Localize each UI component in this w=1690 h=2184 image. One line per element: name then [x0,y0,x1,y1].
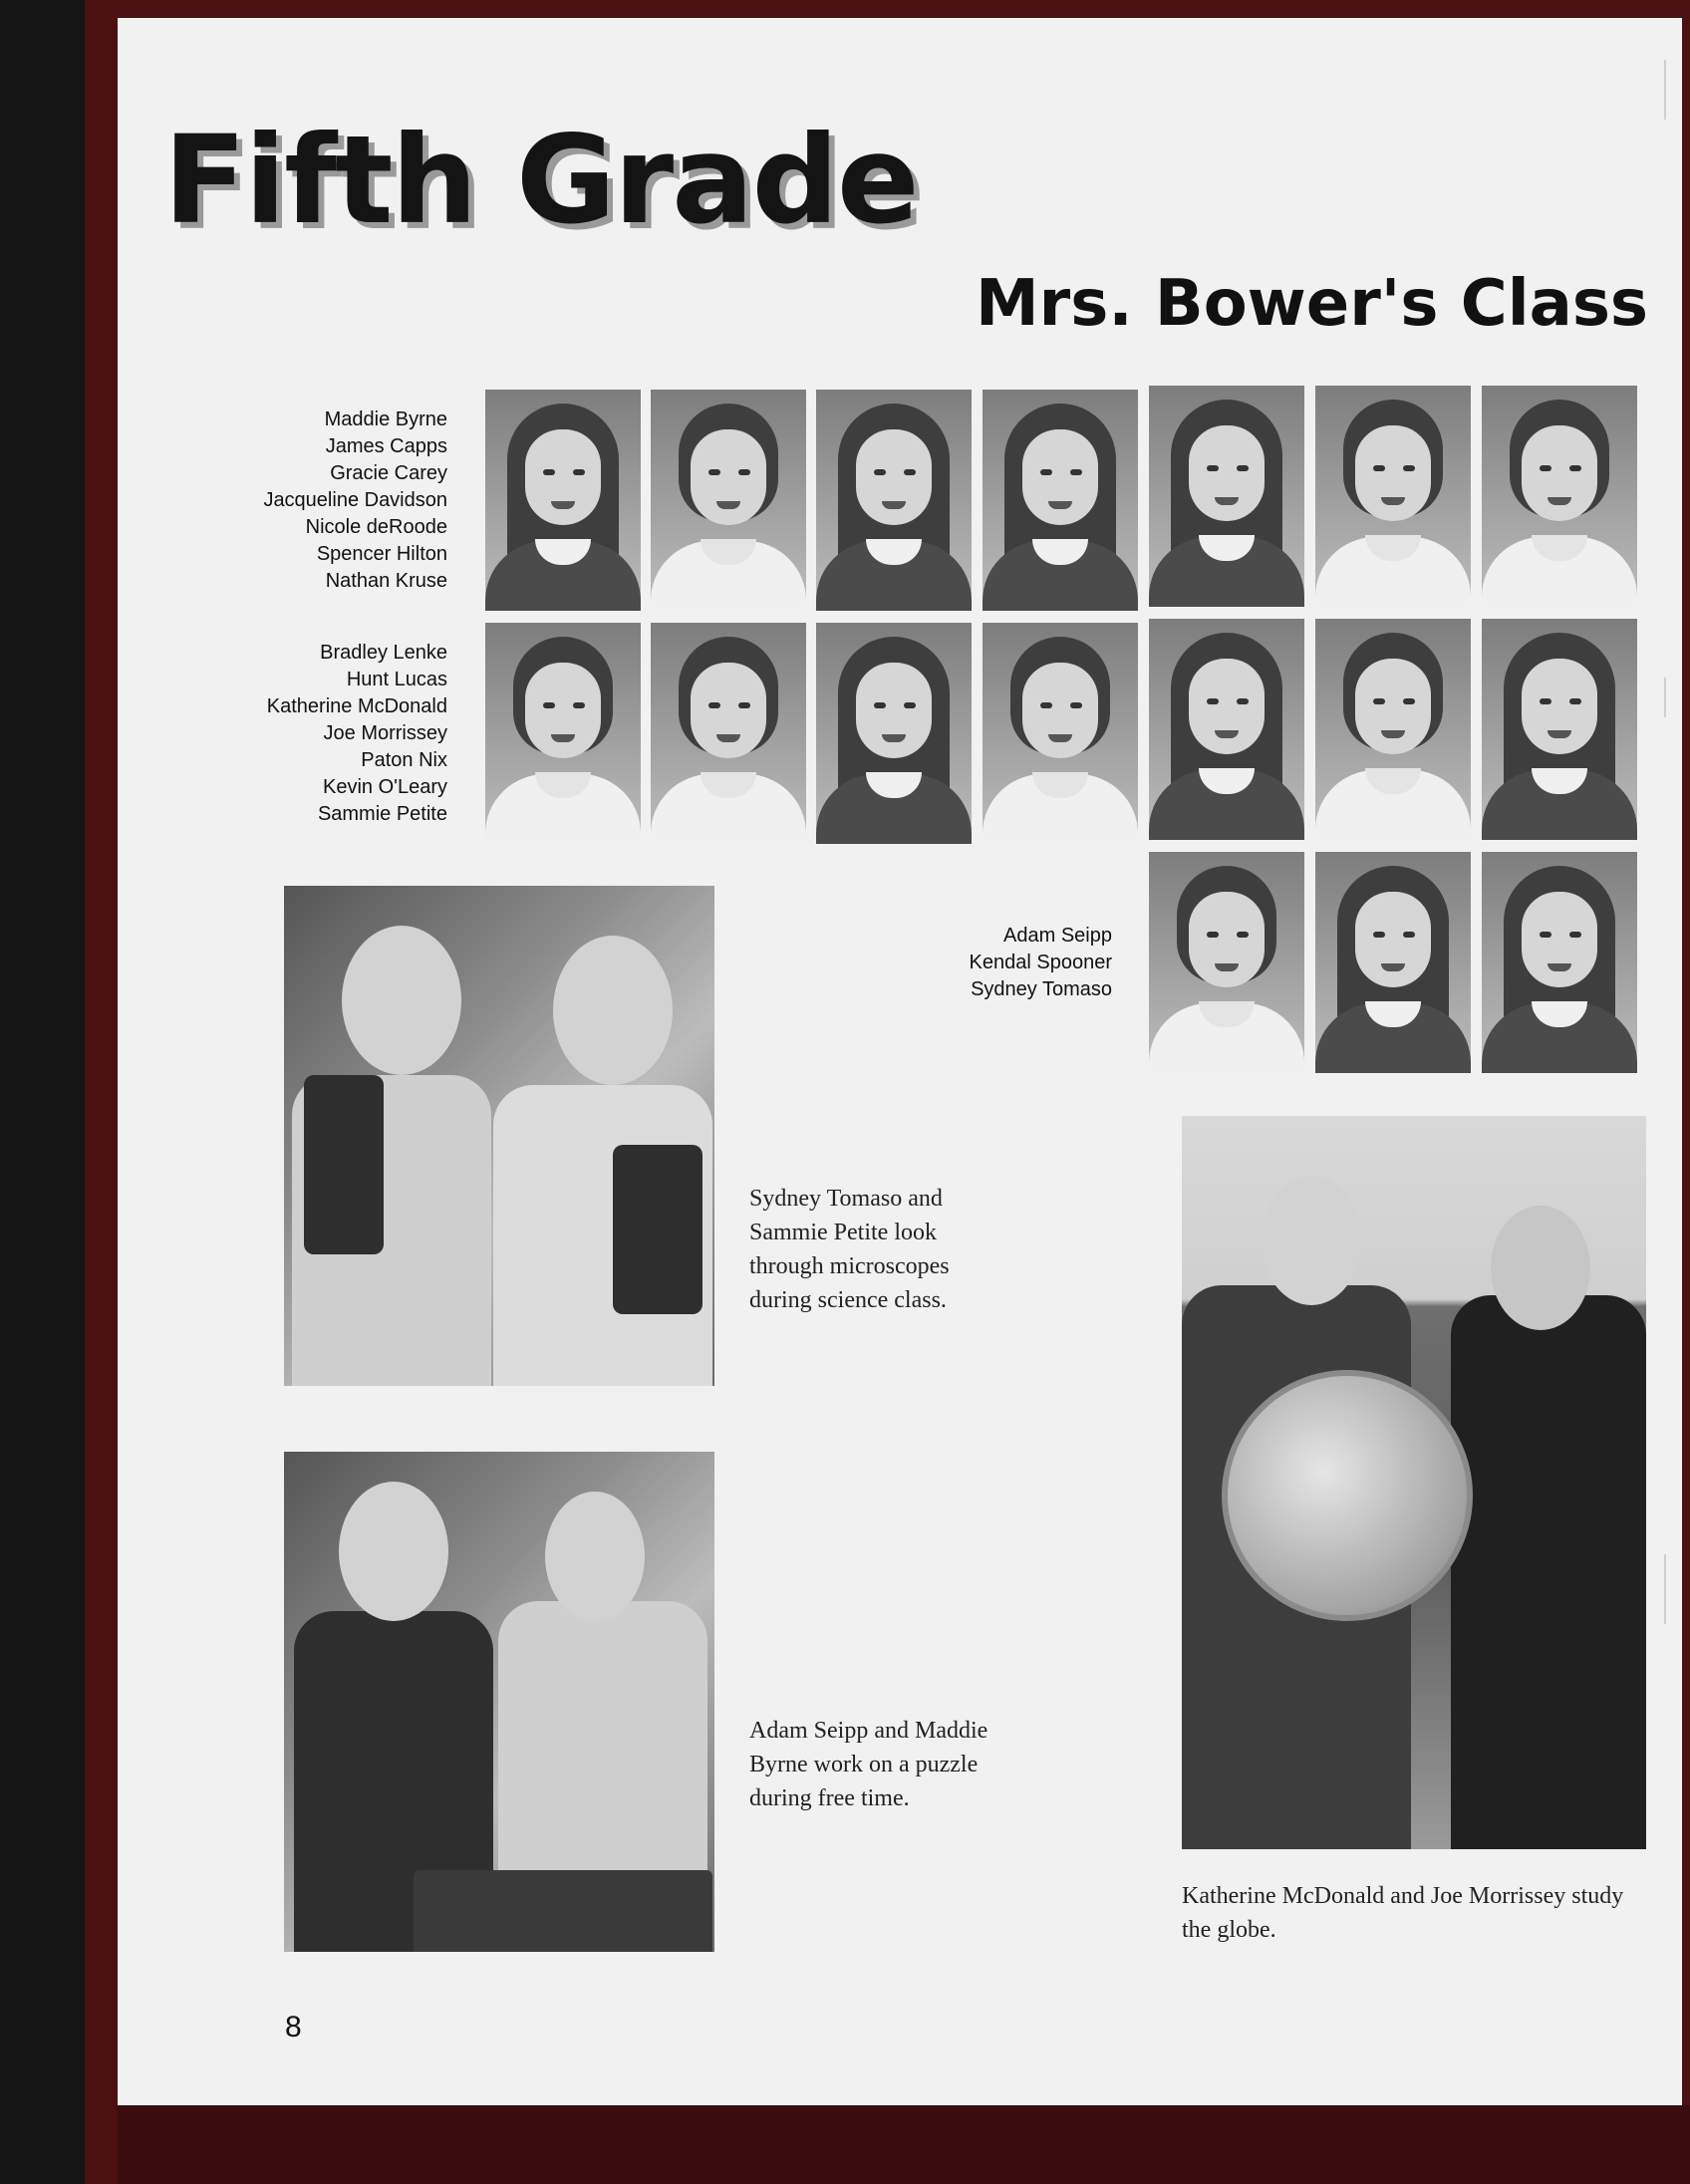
student-name: Kevin O'Leary [323,776,447,798]
student-name: Nathan Kruse [325,570,447,592]
student-portrait [1149,619,1304,840]
puzzle-photo [284,1452,714,1952]
student-portrait [1315,386,1471,607]
student-portrait [1315,619,1471,840]
student-portrait [1482,852,1637,1073]
names-row-1 [228,407,447,595]
class-title: Mrs. Bower's Class [975,267,1648,341]
student-portrait [1149,386,1304,607]
student-name: Maddie Byrne [324,409,447,430]
student-name: Katherine McDonald [266,695,447,717]
student-portrait [983,390,1138,611]
page-edge-mark [1664,678,1666,717]
student-portrait [485,390,641,611]
student-name: Kendal Spooner [969,952,1112,973]
page-edge-mark [1664,60,1666,120]
student-portrait [816,623,972,844]
page-number: 8 [285,2011,302,2044]
student-portrait [816,390,972,611]
page-title: Fifth Grade [163,110,918,251]
book-binding [0,0,85,2184]
student-name: Jacqueline Davidson [263,489,447,511]
cover-bottom-strip [118,2105,1690,2184]
student-name: Hunt Lucas [346,669,447,690]
student-portrait [651,390,806,611]
page-edge-mark [1664,1554,1666,1624]
student-portrait [651,623,806,844]
student-portrait [1315,852,1471,1073]
globe-photo [1182,1116,1646,1849]
globe-caption: Katherine McDonald and Joe Morrissey study the globe. [1182,1883,1624,1943]
student-portrait [485,623,641,844]
student-name: Joe Morrissey [323,722,447,744]
microscope-caption: Sydney Tomaso and Sammie Petite look through microscopes during science class. [749,1186,950,1313]
student-name: Spencer Hilton [316,543,447,565]
student-name: Adam Seipp [1003,925,1112,947]
student-portrait [1149,852,1304,1073]
microscope-photo [284,886,714,1386]
names-row-3 [893,923,1112,1003]
student-portrait [1482,386,1637,607]
student-name: Nicole deRoode [305,516,447,538]
student-name: Sammie Petite [317,803,447,825]
student-name: Gracie Carey [330,462,447,484]
student-portrait [983,623,1138,844]
student-name: Sydney Tomaso [971,978,1112,1000]
names-row-2 [228,640,447,828]
student-name: Bradley Lenke [320,642,447,664]
student-name: James Capps [325,435,447,457]
student-portrait [1482,619,1637,840]
puzzle-caption: Adam Seipp and Maddie Byrne work on a puzzle during free time. [749,1718,988,1811]
student-name: Paton Nix [361,749,447,771]
